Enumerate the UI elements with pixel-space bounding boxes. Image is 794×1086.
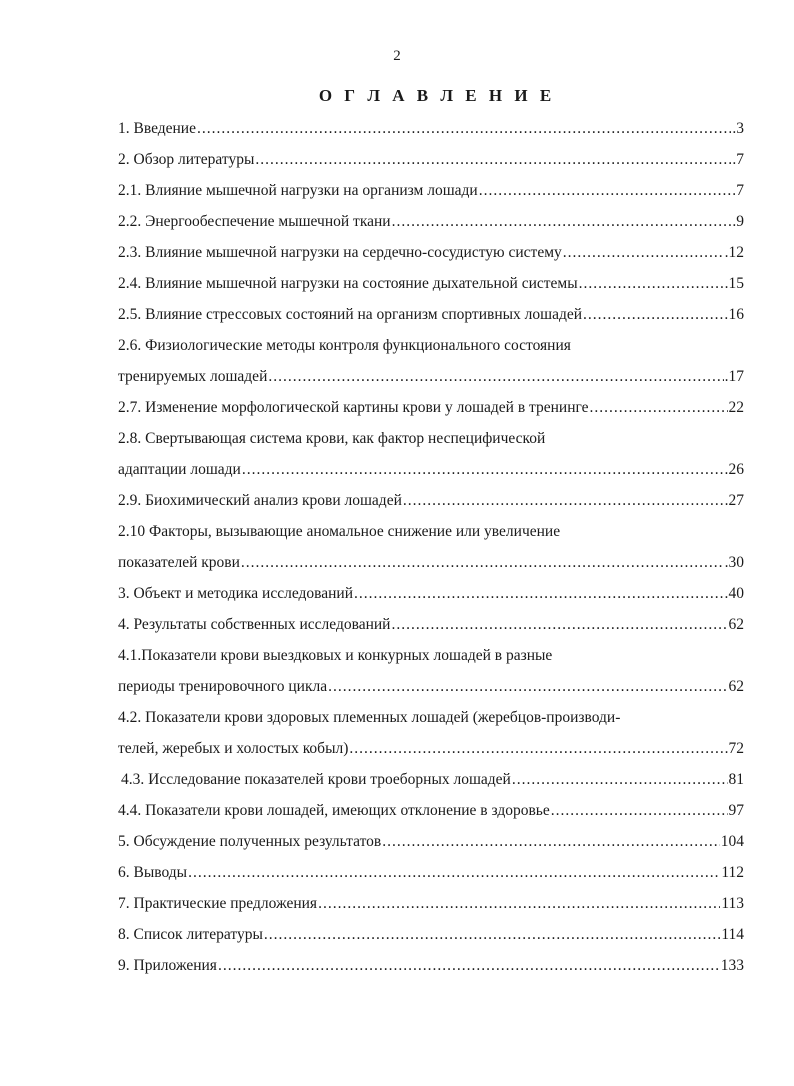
toc-entry-page: 7	[736, 182, 744, 199]
toc-entry-page: 27	[728, 492, 744, 509]
toc-entry-page: 22	[728, 399, 744, 416]
toc-entry	[118, 175, 744, 206]
toc-entry	[118, 795, 744, 826]
toc-entry	[118, 547, 744, 578]
toc-entry-page: 26	[728, 461, 744, 478]
toc-entry-text: 4.3. Исследование показателей крови троеборных лошадей	[121, 771, 511, 788]
toc-leader-dots	[349, 733, 723, 764]
toc-entry-page: .3	[732, 120, 744, 137]
toc-entry-text: 8. Список литературы	[118, 926, 263, 943]
toc-entry-text: телей, жеребых и холостых кобыл)	[118, 740, 349, 757]
toc-leader-dots	[241, 547, 724, 578]
toc-entry-text: 2.8. Свертывающая система крови, как фактор неспецифической	[118, 430, 546, 447]
toc-entry	[118, 144, 744, 175]
toc-entry-text: 3. Объект и методика исследований	[118, 585, 354, 602]
toc-leader-dots	[328, 671, 727, 702]
toc-leader-dots	[264, 919, 720, 950]
toc-leader-dots	[391, 609, 727, 640]
toc-leader-dots	[354, 578, 727, 609]
toc-leader-dots	[590, 392, 728, 423]
toc-entry	[118, 268, 744, 299]
toc-entry	[118, 237, 744, 268]
toc-leader-dots	[579, 268, 724, 299]
toc-leader-dots	[392, 206, 732, 237]
toc-leader-dots	[403, 485, 728, 516]
toc-leader-dots	[242, 454, 728, 485]
toc-entry	[118, 578, 744, 609]
toc-entry-text: показателей крови	[118, 554, 240, 571]
toc-entry	[118, 330, 744, 361]
toc-entry-text: 5. Обсуждение полученных результатов	[118, 833, 382, 850]
toc-entry-page: 104	[720, 833, 744, 850]
toc-entry	[118, 857, 744, 888]
toc-entry-page: 112	[721, 864, 744, 881]
toc-entry-page: 62	[728, 616, 744, 633]
toc-entry-text: 1. Введение	[118, 120, 196, 137]
toc-entry	[118, 640, 744, 671]
toc-entry-text: тренируемых лошадей	[118, 368, 268, 385]
toc-entry	[118, 299, 744, 330]
toc-entry	[118, 733, 744, 764]
toc-entry	[118, 113, 744, 144]
toc-entry-text: 2.4. Влияние мышечной нагрузки на состояние дыхательной системы	[118, 275, 578, 292]
toc-entry	[118, 950, 744, 981]
toc-entry-text: 4. Результаты собственных исследований	[118, 616, 391, 633]
toc-entry-text: 2.7. Изменение морфологической картины крови у лошадей в тренинге	[118, 399, 589, 416]
toc-entry-page: .7	[732, 151, 744, 168]
toc-entry	[118, 764, 744, 795]
toc-entry	[118, 609, 744, 640]
toc-leader-dots	[563, 237, 724, 268]
toc-entry-page: .12	[724, 244, 744, 261]
toc-entry-page: .17	[724, 368, 744, 385]
toc-entry	[118, 702, 744, 733]
table-of-contents	[118, 113, 744, 981]
toc-title: О Г Л А В Л Е Н И Е	[318, 86, 556, 105]
toc-entry	[118, 826, 744, 857]
toc-entry-page: .9	[732, 213, 744, 230]
toc-entry	[118, 516, 744, 547]
toc-entry-text: периоды тренировочного цикла	[118, 678, 328, 695]
toc-entry-text: 7. Практические предложения	[118, 895, 318, 912]
toc-entry	[118, 206, 744, 237]
toc-entry-text: 4.1.Показатели крови выездковых и конкурных лошадей в разные	[118, 647, 553, 664]
toc-entry-text: 6. Выводы	[118, 864, 188, 881]
toc-entry-text: 2. Обзор литературы	[118, 151, 255, 168]
toc-entry-text: адаптации лошади	[118, 461, 241, 478]
toc-entry-page: .15	[724, 275, 744, 292]
toc-entry-text: 2.10 Факторы, вызывающие аномальное снижение или увеличение	[118, 523, 561, 540]
toc-leader-dots	[188, 857, 720, 888]
toc-entry	[118, 392, 744, 423]
toc-entry	[118, 485, 744, 516]
toc-entry	[118, 361, 744, 392]
toc-entry-text: 2.9. Биохимический анализ крови лошадей	[118, 492, 402, 509]
toc-entry-text: 4.2. Показатели крови здоровых племенных лошадей (жеребцов-производи-	[118, 709, 621, 726]
toc-entry	[118, 888, 744, 919]
toc-entry-page: 16	[728, 306, 744, 323]
toc-entry-text: 2.6. Физиологические методы контроля функционального состояния	[118, 337, 571, 354]
toc-entry-text: 2.1. Влияние мышечной нагрузки на организм лошади	[118, 182, 478, 199]
toc-leader-dots	[479, 175, 736, 206]
toc-entry-page: 113	[721, 895, 744, 912]
toc-entry-text: 2.5. Влияние стрессовых состояний на организм спортивных лошадей	[118, 306, 583, 323]
toc-entry-page: 40	[728, 585, 744, 602]
toc-leader-dots	[551, 795, 728, 826]
toc-entry	[118, 671, 744, 702]
toc-entry	[118, 423, 744, 454]
toc-leader-dots	[318, 888, 720, 919]
toc-entry-page: 114	[721, 926, 744, 943]
toc-leader-dots	[197, 113, 731, 144]
toc-entry-page: 81	[728, 771, 744, 788]
toc-entry-text: 9. Приложения	[118, 957, 217, 974]
toc-leader-dots	[255, 144, 731, 175]
toc-entry-text: 2.3. Влияние мышечной нагрузки на сердечно-сосудистую систему	[118, 244, 562, 261]
toc-leader-dots	[218, 950, 720, 981]
toc-leader-dots	[583, 299, 727, 330]
toc-leader-dots	[382, 826, 720, 857]
toc-entry-page: 97	[728, 802, 744, 819]
toc-entry	[118, 919, 744, 950]
toc-entry-page: .72	[724, 740, 744, 757]
page-number: 2	[393, 48, 401, 64]
toc-entry	[118, 454, 744, 485]
toc-leader-dots	[268, 361, 723, 392]
toc-entry-page: 133	[720, 957, 744, 974]
toc-entry-text: 2.2. Энергообеспечение мышечной ткани	[118, 213, 391, 230]
toc-leader-dots	[512, 764, 728, 795]
toc-entry-text: 4.4. Показатели крови лошадей, имеющих отклонение в здоровье	[118, 802, 550, 819]
toc-entry-page: 62	[728, 678, 744, 695]
toc-entry-page: .30	[724, 554, 744, 571]
